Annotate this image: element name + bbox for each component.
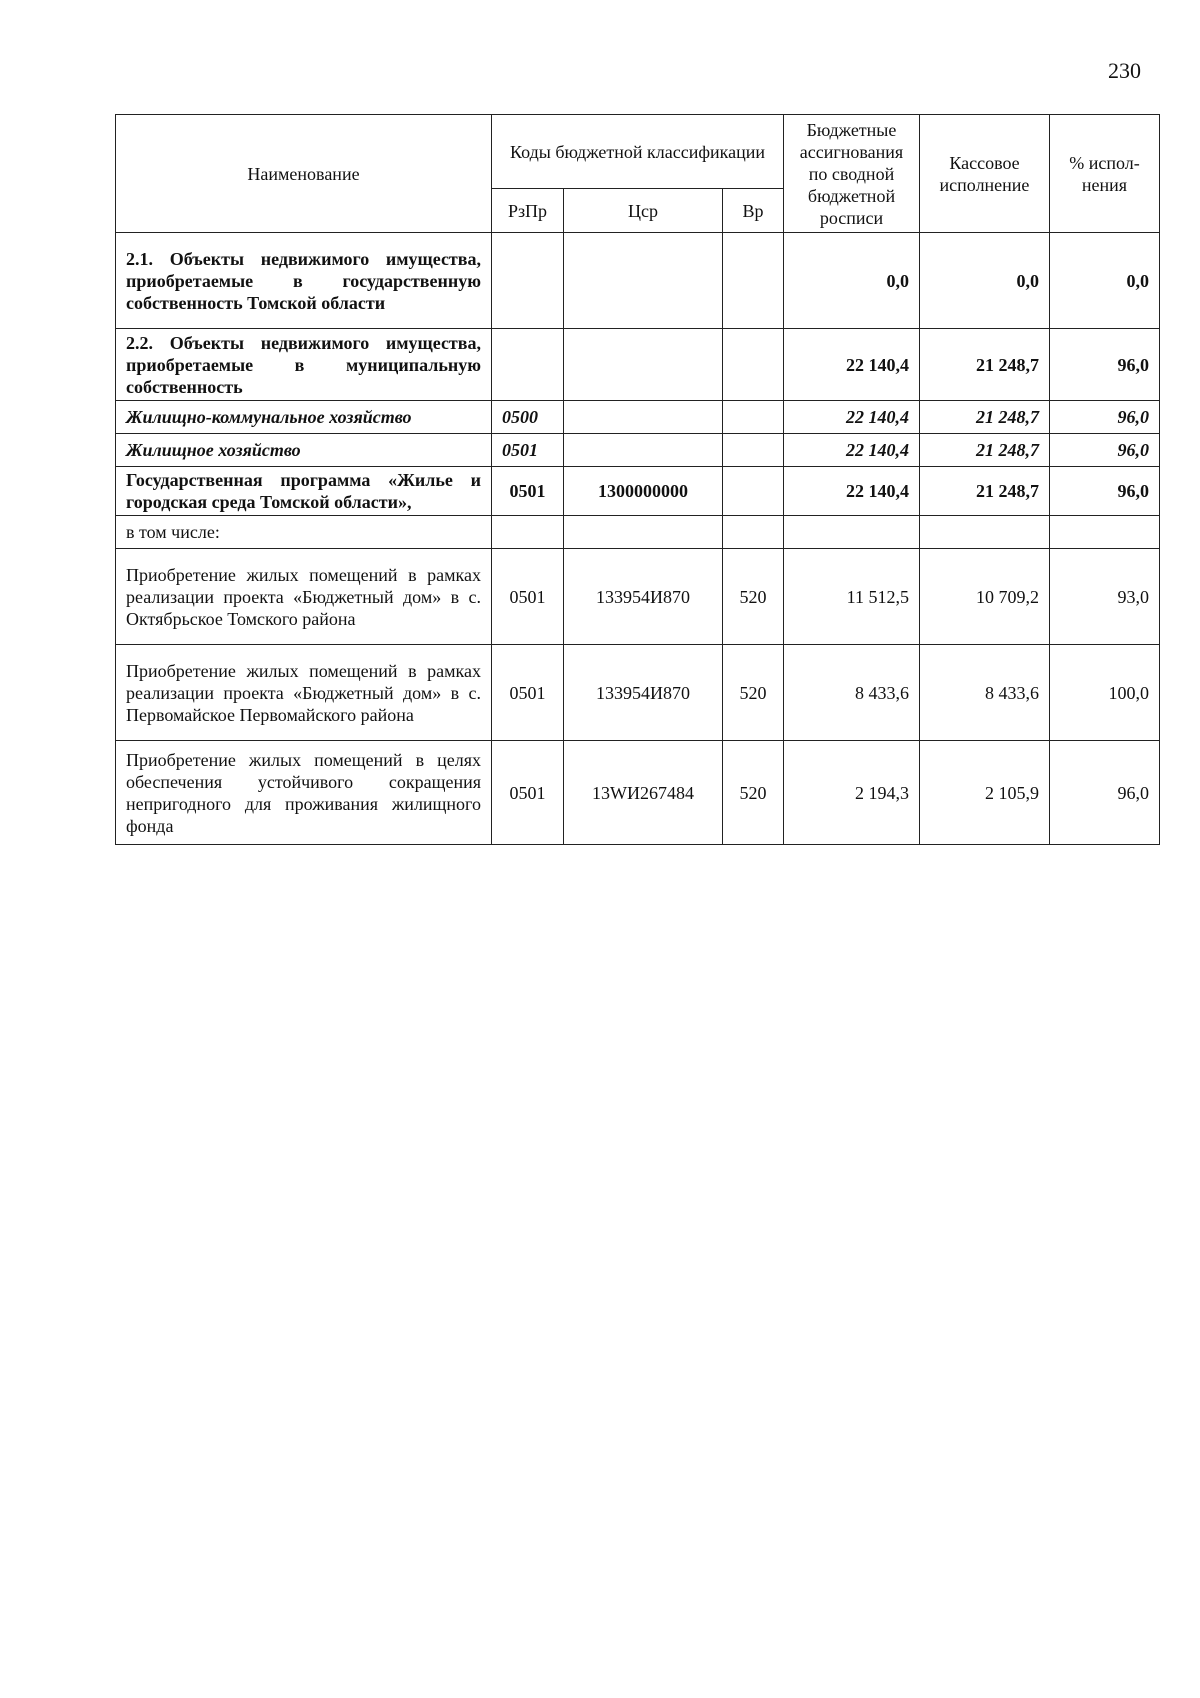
row-vr xyxy=(723,467,784,516)
table-row xyxy=(116,233,1160,329)
row-vr xyxy=(723,434,784,467)
table-row xyxy=(116,516,1160,549)
table-row xyxy=(116,741,1160,845)
row-vr xyxy=(723,401,784,434)
row-rzpr xyxy=(492,516,564,549)
header-rzpr: РзПр xyxy=(492,189,564,233)
table-row xyxy=(116,401,1160,434)
row-vr: 520 xyxy=(723,645,784,741)
row-cash: 21 248,7 xyxy=(920,434,1050,467)
row-assigned: 0,0 xyxy=(784,233,920,329)
row-percent: 96,0 xyxy=(1050,401,1160,434)
table-row xyxy=(116,329,1160,401)
row-csr xyxy=(564,434,723,467)
row-cash: 0,0 xyxy=(920,233,1050,329)
row-csr: 1300000000 xyxy=(564,467,723,516)
row-percent: 96,0 xyxy=(1050,741,1160,845)
budget-table xyxy=(115,114,1160,845)
row-vr: 520 xyxy=(723,549,784,645)
row-name: 2.2. Объекты недвижимого имущества, приобретаемые в муниципальную собственность xyxy=(116,329,492,401)
row-name: Жилищно-коммунальное хозяйство xyxy=(116,401,492,434)
row-name: Приобретение жилых помещений в целях обеспечения устойчивого сокращения непригодного для проживания жилищного фонда xyxy=(116,741,492,845)
header-cash: Кассовое исполнение xyxy=(920,115,1050,233)
row-assigned xyxy=(784,516,920,549)
row-vr: 520 xyxy=(723,741,784,845)
header-percent: % испол-нения xyxy=(1050,115,1160,233)
row-percent: 96,0 xyxy=(1050,467,1160,516)
row-rzpr: 0501 xyxy=(492,434,564,467)
row-cash: 10 709,2 xyxy=(920,549,1050,645)
row-name: Приобретение жилых помещений в рамках реализации проекта «Бюджетный дом» в с. Октябрьское Томского района xyxy=(116,549,492,645)
row-assigned: 8 433,6 xyxy=(784,645,920,741)
row-cash: 21 248,7 xyxy=(920,329,1050,401)
row-assigned: 22 140,4 xyxy=(784,401,920,434)
header-codes: Коды бюджетной классификации xyxy=(492,115,784,189)
row-rzpr: 0501 xyxy=(492,741,564,845)
row-csr: 133954И870 xyxy=(564,549,723,645)
row-vr xyxy=(723,516,784,549)
row-assigned: 22 140,4 xyxy=(784,329,920,401)
row-csr xyxy=(564,401,723,434)
table-row xyxy=(116,645,1160,741)
row-name: Жилищное хозяйство xyxy=(116,434,492,467)
row-cash: 2 105,9 xyxy=(920,741,1050,845)
row-name: Государственная программа «Жилье и городская среда Томской области», xyxy=(116,467,492,516)
row-assigned: 11 512,5 xyxy=(784,549,920,645)
row-assigned: 2 194,3 xyxy=(784,741,920,845)
table-row xyxy=(116,434,1160,467)
row-percent: 100,0 xyxy=(1050,645,1160,741)
row-name: 2.1. Объекты недвижимого имущества, приобретаемые в государственную собственность Томской области xyxy=(116,233,492,329)
row-cash: 21 248,7 xyxy=(920,467,1050,516)
row-rzpr: 0501 xyxy=(492,549,564,645)
table-row xyxy=(116,549,1160,645)
header-assignments: Бюджетные ассигнования по сводной бюджетной росписи xyxy=(784,115,920,233)
row-vr xyxy=(723,233,784,329)
row-cash: 8 433,6 xyxy=(920,645,1050,741)
row-percent: 0,0 xyxy=(1050,233,1160,329)
row-percent: 96,0 xyxy=(1050,329,1160,401)
row-csr xyxy=(564,233,723,329)
row-cash xyxy=(920,516,1050,549)
header-csr: Цср xyxy=(564,189,723,233)
row-assigned: 22 140,4 xyxy=(784,467,920,516)
row-csr xyxy=(564,329,723,401)
row-csr: 133954И870 xyxy=(564,645,723,741)
row-rzpr: 0501 xyxy=(492,467,564,516)
header-vr: Вр xyxy=(723,189,784,233)
row-rzpr: 0501 xyxy=(492,645,564,741)
row-assigned: 22 140,4 xyxy=(784,434,920,467)
row-rzpr: 0500 xyxy=(492,401,564,434)
row-vr xyxy=(723,329,784,401)
row-rzpr xyxy=(492,329,564,401)
row-cash: 21 248,7 xyxy=(920,401,1050,434)
table-row xyxy=(116,467,1160,516)
row-csr xyxy=(564,516,723,549)
row-name: в том числе: xyxy=(116,516,492,549)
page-number: 230 xyxy=(1108,58,1141,83)
row-percent: 96,0 xyxy=(1050,434,1160,467)
row-percent xyxy=(1050,516,1160,549)
header-row xyxy=(116,115,1160,189)
row-csr: 13WИ267484 xyxy=(564,741,723,845)
header-name: Наименование xyxy=(116,115,492,233)
row-name: Приобретение жилых помещений в рамках реализации проекта «Бюджетный дом» в с. Первомайское Первомайского района xyxy=(116,645,492,741)
row-rzpr xyxy=(492,233,564,329)
row-percent: 93,0 xyxy=(1050,549,1160,645)
